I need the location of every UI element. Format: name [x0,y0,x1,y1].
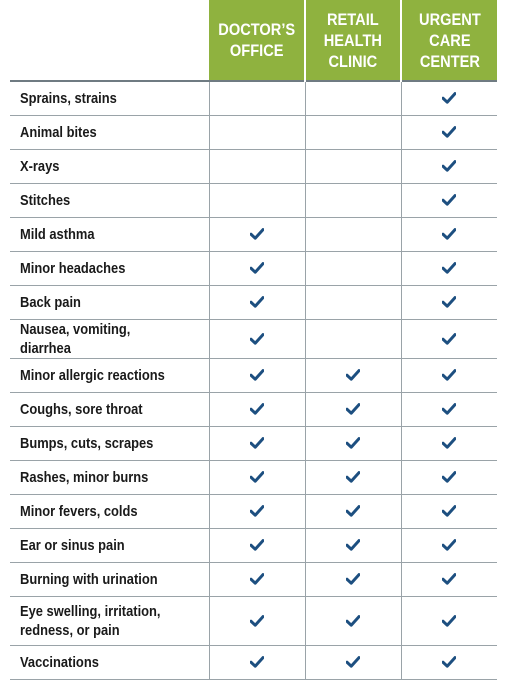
check-cell [305,563,401,597]
check-cell [305,320,401,359]
condition-cell [10,116,209,150]
checkmark-icon [250,262,264,274]
table-row [10,81,497,116]
check-cell [401,461,497,495]
check-cell [209,393,305,427]
checkmark-icon [442,505,456,517]
check-cell [305,529,401,563]
check-cell [209,597,305,646]
condition-label: Minor headaches [20,260,126,277]
checkmark-icon [442,92,456,104]
table-row [10,184,497,218]
condition-cell [10,320,209,359]
checkmark-icon [250,296,264,308]
check-cell [209,359,305,393]
table-row [10,218,497,252]
checkmark-icon [346,539,360,551]
check-cell [209,461,305,495]
table-row [10,427,497,461]
check-cell [401,427,497,461]
check-cell [401,218,497,252]
checkmark-icon [250,369,264,381]
check-cell [401,81,497,116]
check-cell [305,286,401,320]
check-cell [401,252,497,286]
check-cell [305,81,401,116]
table-row [10,320,497,359]
condition-cell [10,461,209,495]
condition-cell [10,393,209,427]
condition-label: Back pain [20,294,81,311]
check-cell [209,563,305,597]
checkmark-icon [442,194,456,206]
condition-label: Minor fevers, colds [20,503,138,520]
column-header-doctors-office [209,0,305,81]
condition-label: Ear or sinus pain [20,537,125,554]
condition-label: Vaccinations [20,654,99,671]
check-cell [209,529,305,563]
condition-label: Bumps, cuts, scrapes [20,435,154,452]
check-cell [401,359,497,393]
table-row [10,529,497,563]
check-cell [305,393,401,427]
table-row [10,150,497,184]
condition-cell [10,495,209,529]
table-row [10,116,497,150]
table-row [10,597,497,646]
checkmark-icon [250,437,264,449]
check-cell [209,320,305,359]
check-cell [209,495,305,529]
check-cell [209,286,305,320]
column-header-retail-health-clinic [305,0,401,81]
condition-label: Minor allergic reactions [20,367,165,384]
check-cell [305,150,401,184]
checkmark-icon [250,228,264,240]
checkmark-icon [442,369,456,381]
checkmark-icon [346,369,360,381]
checkmark-icon [442,228,456,240]
condition-cell [10,597,209,646]
checkmark-icon [250,615,264,627]
table-row [10,393,497,427]
condition-cell [10,646,209,680]
check-cell [209,218,305,252]
condition-cell [10,252,209,286]
column-header-urgent-care-center [401,0,497,81]
condition-label: Rashes, minor burns [20,469,149,486]
check-cell [401,184,497,218]
condition-cell [10,184,209,218]
table-row [10,646,497,680]
checkmark-icon [346,656,360,668]
table-body [10,81,497,680]
condition-cell [10,427,209,461]
condition-cell [10,359,209,393]
check-cell [401,116,497,150]
check-cell [305,427,401,461]
checkmark-icon [442,403,456,415]
condition-label: X-rays [20,158,60,175]
check-cell [401,393,497,427]
check-cell [209,116,305,150]
check-cell [305,218,401,252]
check-cell [305,184,401,218]
checkmark-icon [442,296,456,308]
checkmark-icon [442,437,456,449]
column-header-label: DOCTOR’S OFFICE [218,20,295,60]
checkmark-icon [346,615,360,627]
checkmark-icon [442,471,456,483]
check-cell [401,563,497,597]
condition-label: Nausea, vomiting, diarrhea [20,321,131,357]
checkmark-icon [250,573,264,585]
condition-cell [10,529,209,563]
checkmark-icon [346,403,360,415]
check-cell [401,150,497,184]
check-cell [401,286,497,320]
check-cell [209,427,305,461]
check-cell [209,150,305,184]
checkmark-icon [442,262,456,274]
checkmark-icon [346,437,360,449]
condition-label: Animal bites [20,124,97,141]
checkmark-icon [442,539,456,551]
checkmark-icon [250,471,264,483]
table-row [10,252,497,286]
checkmark-icon [442,573,456,585]
check-cell [401,646,497,680]
condition-label: Burning with urination [20,571,158,588]
checkmark-icon [346,573,360,585]
checkmark-icon [250,333,264,345]
checkmark-icon [250,656,264,668]
table-row [10,286,497,320]
checkmark-icon [442,656,456,668]
checkmark-icon [346,471,360,483]
check-cell [305,495,401,529]
checkmark-icon [442,333,456,345]
header-corner [10,0,209,81]
table-row [10,495,497,529]
check-cell [305,597,401,646]
check-cell [209,252,305,286]
header-row [10,0,497,81]
condition-cell [10,150,209,184]
table-row [10,461,497,495]
check-cell [305,646,401,680]
check-cell [401,597,497,646]
condition-cell [10,81,209,116]
checkmark-icon [442,615,456,627]
check-cell [401,529,497,563]
checkmark-icon [442,160,456,172]
check-cell [209,646,305,680]
check-cell [209,184,305,218]
check-cell [305,461,401,495]
check-cell [401,320,497,359]
checkmark-icon [442,126,456,138]
check-cell [209,81,305,116]
condition-label: Eye swelling, irritation, redness, or pain [20,603,161,639]
column-header-label: RETAIL HEALTH CLINIC [323,9,383,71]
condition-label: Mild asthma [20,226,95,243]
checkmark-icon [250,505,264,517]
checkmark-icon [346,505,360,517]
checkmark-icon [250,539,264,551]
column-header-label: URGENT CARE CENTER [418,9,481,71]
condition-label: Stitches [20,192,71,209]
checkmark-icon [250,403,264,415]
condition-label: Sprains, strains [20,90,117,107]
check-cell [305,116,401,150]
care-options-table [10,0,497,680]
check-cell [305,252,401,286]
condition-cell [10,563,209,597]
condition-label: Coughs, sore throat [20,401,143,418]
condition-cell [10,218,209,252]
table-row [10,563,497,597]
check-cell [401,495,497,529]
check-cell [305,359,401,393]
table-row [10,359,497,393]
condition-cell [10,286,209,320]
